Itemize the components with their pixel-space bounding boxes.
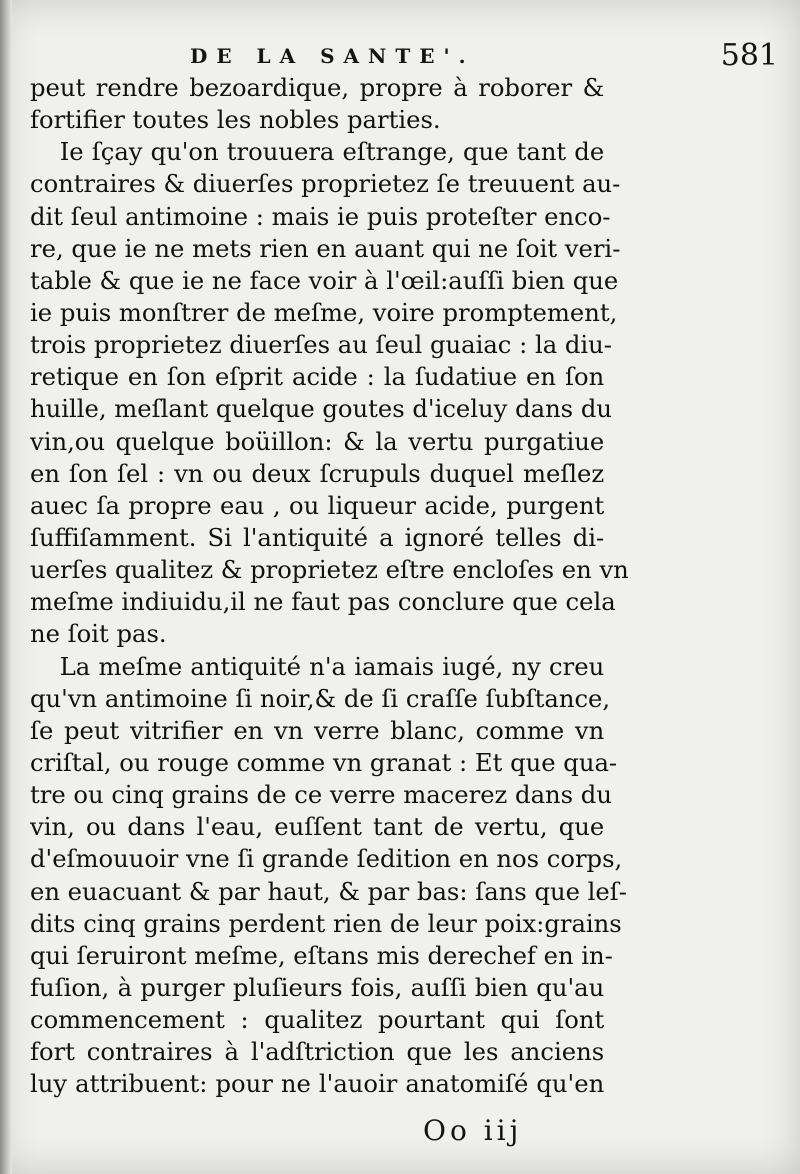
page-number: 581 xyxy=(720,38,778,73)
text-line: ſuffiſamment. Si l'antiquité a ignoré telles di- xyxy=(30,522,605,552)
text-line: en ſon ſel : vn ou deux ſcrupuls duquel meſlez xyxy=(30,458,605,488)
text-line: vin, ou dans l'eau, euſſent tant de vertu, que xyxy=(30,812,605,842)
text-line: ie puis monſtrer de meſme, voire promptement, xyxy=(30,297,618,327)
text-line: dits cinq grains perdent rien de leur poix:grains xyxy=(30,908,622,938)
text-line: dit ſeul antimoine : mais ie puis proteſter enco- xyxy=(30,201,611,231)
text-line: contraires & diuerſes proprietez ſe treuuent au- xyxy=(30,169,621,199)
text-line: ſe peut vitrifier en vn verre blanc, comme vn xyxy=(30,715,605,745)
text-line: luy attribuent: pour ne l'auoir anatomiſé qu'en xyxy=(30,1069,605,1099)
text-line: en euacuant & par haut, & par bas: ſans que leſ- xyxy=(30,876,627,906)
text-line: auec ſa propre eau , ou liqueur acide, purgent xyxy=(30,490,605,520)
text-line: trois proprietez diuerſes au ſeul guaiac : la diu- xyxy=(30,330,612,360)
text-line: table & que ie ne face voir à l'œil:auſſi bien que xyxy=(30,265,619,295)
text-line: ne ſoit pas. xyxy=(30,619,167,649)
text-line: commencement : qualitez pourtant qui ſont xyxy=(30,1005,605,1035)
running-head: DE LA SANTE'. xyxy=(190,44,475,68)
text-line: peut rendre bezoardique, propre à roborer & xyxy=(30,73,605,102)
text-line: meſme indiuidu,il ne faut pas conclure que cela xyxy=(30,587,616,617)
text-line: tre ou cinq grains de ce verre macerez dans du xyxy=(30,780,612,810)
text-line: qu'vn antimoine ſi noir,& de ſi craſſe ſubſtance, xyxy=(30,683,611,713)
text-line: huille, meſlant quelque goutes d'iceluy dans du xyxy=(30,394,612,424)
text-line: criſtal, ou rouge comme vn granat : Et que qua- xyxy=(30,747,618,777)
text-line: qui ſeruiront meſme, eſtans mis derechef en in- xyxy=(30,940,613,970)
text-line: fuſion, à purger pluſieurs fois, auſſi bien qu'au xyxy=(30,972,605,1002)
text-line: La meſme antiquité n'a iamais iugé, ny creu xyxy=(59,651,605,681)
text-line: vin,ou quelque boüillon: & la vertu purgatiue xyxy=(30,426,605,456)
text-line: Ie ſçay qu'on trouuera eſtrange, que tant de xyxy=(59,137,605,167)
text-line: re, que ie ne mets rien en auant qui ne ſoit veri- xyxy=(30,233,621,263)
body-text xyxy=(30,72,629,1101)
text-line: retique en ſon eſprit acide : la ſudatiue en ſon xyxy=(30,362,605,392)
text-line: d'eſmouuoir vne ſi grande ſedition en nos corps, xyxy=(30,844,623,874)
text-line: uerſes qualitez & proprietez eſtre encloſes en vn xyxy=(30,555,629,585)
text-line: fortifier toutes les nobles parties. xyxy=(30,105,441,135)
text-line: fort contraires à l'adſtriction que les anciens xyxy=(30,1037,605,1067)
signature-mark: Oo iij xyxy=(423,1114,523,1147)
page-gutter-shadow xyxy=(0,0,12,1174)
